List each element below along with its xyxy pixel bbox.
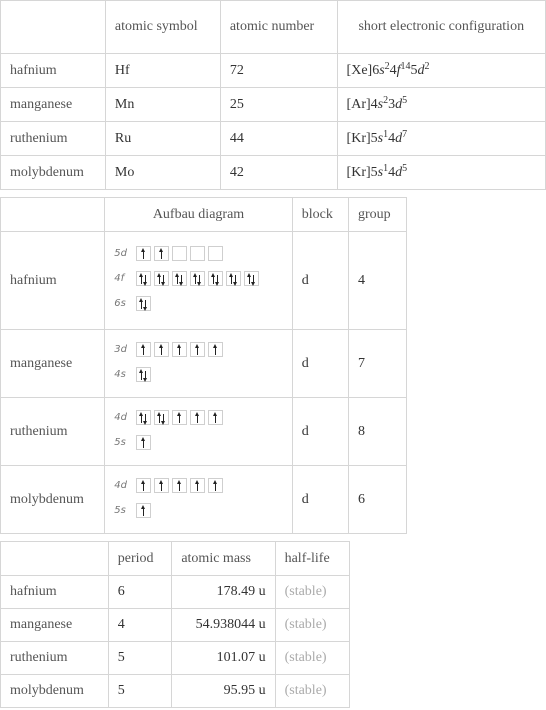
spin-up-arrow-icon: [215, 482, 216, 491]
orbital-box: [136, 503, 151, 518]
orbital-box: [208, 342, 223, 357]
element-name: manganese: [1, 330, 105, 398]
config-text: 4: [388, 164, 396, 180]
half-life-value: (stable): [275, 642, 349, 675]
period-value: 6: [108, 576, 172, 609]
atomic-mass-value: 95.95 u: [172, 675, 275, 708]
block-value: d: [292, 398, 348, 466]
spin-up-arrow-icon: [141, 371, 142, 380]
spin-up-arrow-icon: [159, 275, 160, 284]
orbital-row: [114, 245, 282, 262]
electron-config: [337, 156, 545, 190]
config-superscript: 7: [402, 128, 408, 140]
electron-config: [337, 54, 545, 88]
config-text: 5: [410, 62, 418, 78]
electron-config: [337, 122, 545, 156]
spin-down-arrow-icon: [217, 275, 218, 284]
orbital-box: [226, 271, 241, 286]
orbital-row: [114, 434, 282, 451]
block-value: d: [292, 466, 348, 534]
atomic-symbol: Ru: [105, 122, 220, 156]
spin-up-arrow-icon: [161, 250, 162, 259]
spin-up-arrow-icon: [231, 275, 232, 284]
spin-up-arrow-icon: [159, 414, 160, 423]
table-row: [1, 122, 546, 156]
period-value: 4: [108, 609, 172, 642]
orbital-box: [136, 342, 151, 357]
orbital-label: 5s: [114, 436, 126, 448]
spin-down-arrow-icon: [235, 275, 236, 284]
config-text: 4: [389, 62, 397, 78]
header-period: period: [108, 542, 172, 576]
element-name: hafnium: [1, 54, 106, 88]
header-block: block: [292, 198, 348, 232]
table-row: [1, 398, 407, 466]
config-text: [Kr]5: [346, 164, 378, 180]
half-life-value: (stable): [275, 609, 349, 642]
orbital-box: [136, 478, 151, 493]
orbital-row: [114, 295, 282, 312]
config-orbital: d: [395, 130, 403, 146]
orbital-box: [172, 246, 187, 261]
orbital-row: [114, 270, 282, 287]
config-superscript: 2: [383, 94, 389, 106]
element-name: hafnium: [1, 576, 109, 609]
spin-up-arrow-icon: [197, 482, 198, 491]
config-text: 3: [388, 96, 396, 112]
spin-up-arrow-icon: [143, 507, 144, 516]
aufbau-diagram: [105, 466, 292, 534]
atomic-number: 72: [220, 54, 337, 88]
spin-down-arrow-icon: [145, 300, 146, 309]
orbital-box: [208, 271, 223, 286]
spin-down-arrow-icon: [163, 275, 164, 284]
table-row: [1, 576, 350, 609]
spin-up-arrow-icon: [161, 346, 162, 355]
element-name: molybdenum: [1, 675, 109, 708]
header-half-life: half-life: [275, 542, 349, 576]
table-row: [1, 232, 407, 330]
orbital-box: [208, 478, 223, 493]
config-orbital: s: [377, 130, 384, 146]
half-life-value: (stable): [275, 675, 349, 708]
orbital-label: 5d: [114, 248, 127, 259]
spin-down-arrow-icon: [145, 414, 146, 423]
atomic-number: 25: [220, 88, 337, 122]
orbital-box: [190, 271, 205, 286]
orbital-box: [208, 410, 223, 425]
element-name: molybdenum: [1, 156, 106, 190]
spin-down-arrow-icon: [253, 275, 254, 284]
orbital-box: [154, 342, 169, 357]
element-name: hafnium: [1, 232, 105, 330]
orbital-label: 4f: [114, 273, 125, 284]
group-value: 7: [348, 330, 406, 398]
orbital-box: [154, 478, 169, 493]
spin-up-arrow-icon: [143, 439, 144, 448]
orbital-box: [136, 246, 151, 261]
table-row: [1, 88, 546, 122]
config-superscript: 14: [400, 60, 411, 72]
spin-up-arrow-icon: [197, 414, 198, 423]
header-atomic-number: atomic number: [220, 1, 337, 54]
electron-config-table: [0, 0, 546, 190]
config-superscript: 1: [383, 128, 389, 140]
spin-down-arrow-icon: [145, 371, 146, 380]
atomic-symbol: Mn: [105, 88, 220, 122]
atomic-number: 42: [220, 156, 337, 190]
orbital-label: 4s: [114, 368, 126, 380]
orbital-label: 3d: [114, 343, 127, 355]
period-value: 5: [108, 675, 172, 708]
spin-down-arrow-icon: [163, 414, 164, 423]
config-superscript: 1: [383, 162, 389, 174]
orbital-box: [136, 367, 151, 382]
header-group: group: [348, 198, 406, 232]
spin-up-arrow-icon: [249, 275, 250, 284]
orbital-box: [244, 271, 259, 286]
table-header-row: [1, 542, 350, 576]
table-row: [1, 54, 546, 88]
atomic-number: 44: [220, 122, 337, 156]
config-text: [Xe]6: [346, 62, 380, 78]
config-superscript: 2: [384, 60, 390, 72]
atomic-symbol: Hf: [105, 54, 220, 88]
orbital-box: [136, 435, 151, 450]
atomic-mass-value: 101.07 u: [172, 642, 275, 675]
spin-down-arrow-icon: [199, 275, 200, 284]
electron-config: [337, 88, 545, 122]
table-row: [1, 642, 350, 675]
config-text: [Ar]4: [346, 96, 378, 112]
config-orbital: s: [379, 62, 385, 78]
spin-up-arrow-icon: [177, 275, 178, 284]
orbital-row: [114, 502, 282, 519]
atomic-mass-value: 178.49 u: [172, 576, 275, 609]
orbital-box: [136, 296, 151, 311]
table-row: [1, 330, 407, 398]
config-superscript: 5: [402, 94, 408, 106]
atomic-symbol: Mo: [105, 156, 220, 190]
element-name: manganese: [1, 88, 106, 122]
config-text: 4: [388, 130, 396, 146]
orbital-box: [154, 246, 169, 261]
aufbau-diagram: [105, 398, 292, 466]
spin-up-arrow-icon: [143, 250, 144, 259]
element-name: molybdenum: [1, 466, 105, 534]
header-short-config: short electronic configuration: [337, 1, 545, 54]
element-name: ruthenium: [1, 398, 105, 466]
aufbau-diagram: [105, 232, 292, 330]
element-name: manganese: [1, 609, 109, 642]
config-orbital: f: [396, 62, 401, 78]
spin-down-arrow-icon: [181, 275, 182, 284]
spin-up-arrow-icon: [215, 414, 216, 423]
table-row: [1, 156, 546, 190]
orbital-label: 4d: [114, 411, 127, 423]
header-empty: [1, 1, 106, 54]
block-value: d: [292, 232, 348, 330]
orbital-box: [136, 271, 151, 286]
orbital-label: 4d: [114, 479, 127, 491]
orbital-row: [114, 366, 282, 383]
block-value: d: [292, 330, 348, 398]
config-orbital: s: [377, 96, 384, 112]
group-value: 4: [348, 232, 406, 330]
group-value: 6: [348, 466, 406, 534]
group-value: 8: [348, 398, 406, 466]
orbital-box: [172, 410, 187, 425]
orbital-box: [190, 246, 205, 261]
aufbau-diagram: [105, 330, 292, 398]
orbital-box: [208, 246, 223, 261]
spin-up-arrow-icon: [141, 414, 142, 423]
orbital-label: 5s: [114, 504, 126, 516]
spin-up-arrow-icon: [143, 482, 144, 491]
orbital-row: [114, 341, 282, 358]
config-orbital: d: [395, 96, 403, 112]
spin-up-arrow-icon: [213, 275, 214, 284]
spin-up-arrow-icon: [141, 275, 142, 284]
orbital-box: [154, 271, 169, 286]
orbital-label: 6s: [114, 298, 126, 309]
spin-up-arrow-icon: [179, 482, 180, 491]
aufbau-table: [0, 197, 407, 534]
header-empty: [1, 198, 105, 232]
spin-up-arrow-icon: [197, 346, 198, 355]
period-value: 5: [108, 642, 172, 675]
spin-down-arrow-icon: [145, 275, 146, 284]
header-atomic-symbol: atomic symbol: [105, 1, 220, 54]
half-life-value: (stable): [275, 576, 349, 609]
header-atomic-mass: atomic mass: [172, 542, 275, 576]
config-orbital: s: [377, 164, 384, 180]
mass-table: [0, 541, 350, 708]
spin-up-arrow-icon: [141, 300, 142, 309]
orbital-box: [190, 410, 205, 425]
table-header-row: [1, 1, 546, 54]
orbital-box: [172, 478, 187, 493]
table-row: [1, 466, 407, 534]
element-name: ruthenium: [1, 122, 106, 156]
orbital-box: [136, 410, 151, 425]
orbital-box: [154, 410, 169, 425]
spin-up-arrow-icon: [161, 482, 162, 491]
table-row: [1, 609, 350, 642]
orbital-row: [114, 477, 282, 494]
spin-up-arrow-icon: [215, 346, 216, 355]
spin-up-arrow-icon: [195, 275, 196, 284]
element-name: ruthenium: [1, 642, 109, 675]
atomic-mass-value: 54.938044 u: [172, 609, 275, 642]
spin-up-arrow-icon: [179, 414, 180, 423]
table-header-row: [1, 198, 407, 232]
config-text: [Kr]5: [346, 130, 378, 146]
config-superscript: 5: [402, 162, 408, 174]
config-superscript: 2: [424, 60, 430, 72]
table-row: [1, 675, 350, 708]
orbital-box: [172, 342, 187, 357]
config-orbital: d: [417, 62, 425, 78]
spin-up-arrow-icon: [179, 346, 180, 355]
orbital-row: [114, 409, 282, 426]
orbital-box: [172, 271, 187, 286]
orbital-box: [190, 478, 205, 493]
spin-up-arrow-icon: [143, 346, 144, 355]
header-aufbau-diagram: Aufbau diagram: [105, 198, 292, 232]
config-orbital: d: [395, 164, 403, 180]
header-empty: [1, 542, 109, 576]
orbital-box: [190, 342, 205, 357]
